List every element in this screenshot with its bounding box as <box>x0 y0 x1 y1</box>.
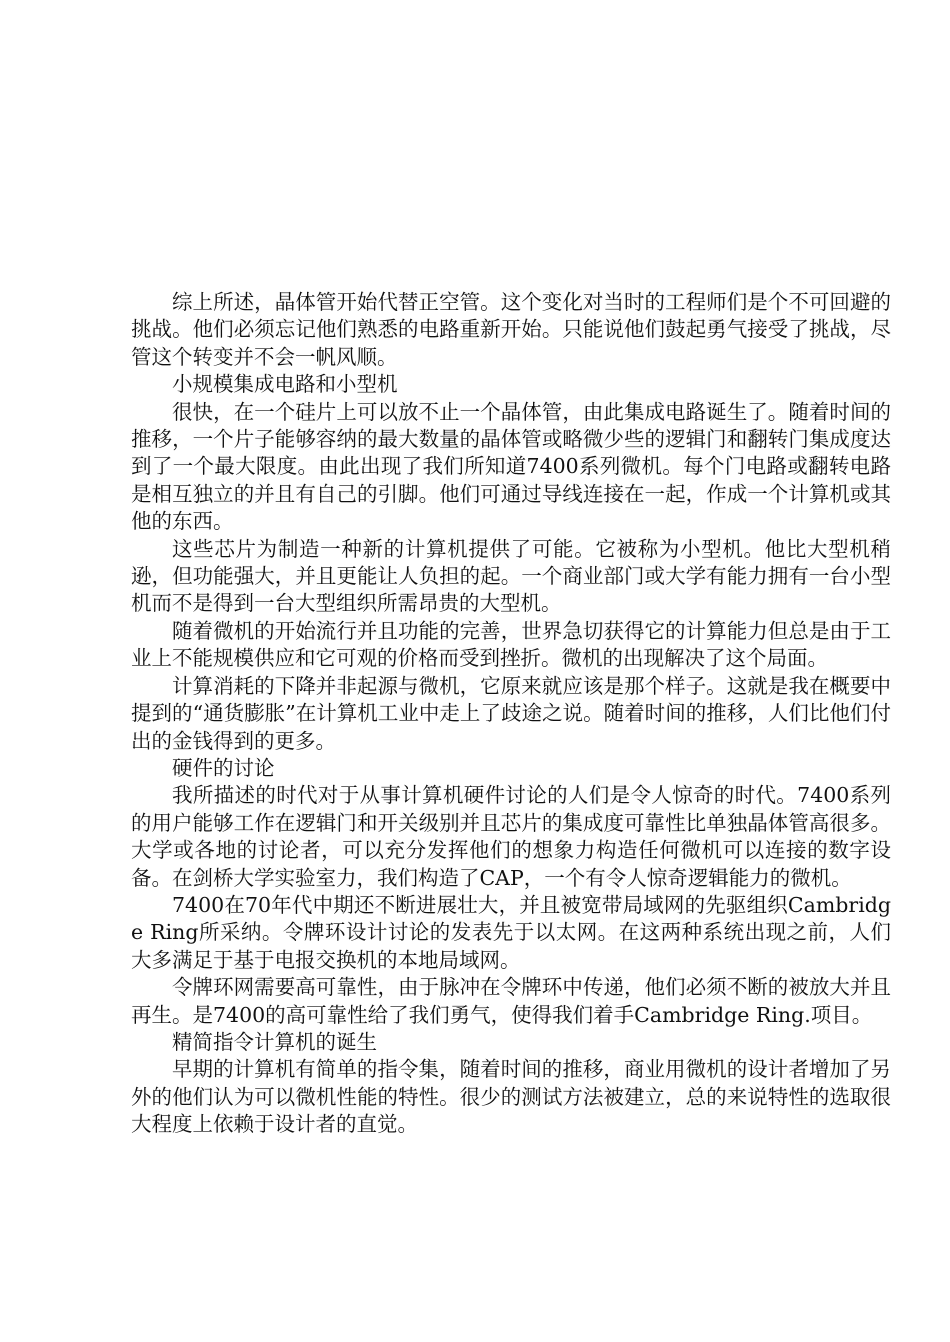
section-heading-risc-birth: 精简指令计算机的诞生 <box>172 1029 377 1054</box>
paragraph-integrated-circuits: 很快，在一个硅片上可以放不止一个晶体管，由此集成电路诞生了。随着时间的推移，一个片子能够容纳的最大数量的晶体管或略微少些的逻辑门和翻转门集成度达到了一个最大限度。由此出现了我们所知道7400系列微机。每个门电路或翻转电路是相互独立的并且有自己的引脚。他们可通过导线连接在一起，作成一个计算机或其他的东西。 <box>131 399 891 534</box>
section-heading-ssi-minicomputers: 小规模集成电路和小型机 <box>172 372 398 397</box>
paragraph-early-instruction-sets: 早期的计算机有简单的指令集，随着时间的推移，商业用微机的设计者增加了另外的他们认为可以微机性能的特性。很少的测试方法被建立，总的来说特性的选取很大程度上依赖于设计者的直觉。 <box>131 1057 891 1137</box>
document-body <box>131 289 891 1139</box>
paragraph-computing-demand: 随着微机的开始流行并且功能的完善，世界急切获得它的计算能力但总是由于工业上不能规模供应和它可观的价格而受到挫折。微机的出现解决了这个局面。 <box>131 618 891 671</box>
paragraph-transistor-summary: 综上所述，晶体管开始代替正空管。这个变化对当时的工程师们是个不可回避的挑战。他们必须忘记他们熟悉的电路重新开始。只能说他们鼓起勇气接受了挑战，尽管这个转变并不会一帆风顺。 <box>131 290 891 369</box>
paragraph-token-ring-reliability: 令牌环网需要高可靠性，由于脉冲在令牌环中传递，他们必须不断的被放大并且再生。是7400的高可靠性给了我们勇气，使得我们着手Cambridge Ring.项目。 <box>131 975 891 1027</box>
paragraph-minicomputer: 这些芯片为制造一种新的计算机提供了可能。它被称为小型机。他比大型机稍逊，但功能强大，并且更能让人负担的起。一个商业部门或大学有能力拥有一台小型机而不是得到一台大型组织所需昂贵的大型机。 <box>131 536 891 616</box>
paragraph-7400-era: 我所描述的时代对于从事计算机硬件讨论的人们是令人惊奇的时代。7400系列的用户能够工作在逻辑门和开关级别并且芯片的集成度可靠性比单独晶体管高很多。大学或各地的讨论者，可以充分发挥他们的想象力构造任何微机可以连接的数字设备。在剑桥大学实验室力，我们构造了CAP，一个有令人惊奇逻辑能力的微机。 <box>131 783 891 890</box>
paragraph-computing-cost: 计算消耗的下降并非起源与微机，它原来就应该是那个样子。这就是我在概要中提到的“通货膨胀”在计算机工业中走上了歧途之说。随着时间的推移，人们比他们付出的金钱得到的更多。 <box>131 673 891 753</box>
section-heading-hardware-discussion: 硬件的讨论 <box>172 755 275 780</box>
paragraph-cambridge-ring: 7400在70年代中期还不断进展壮大，并且被宽带局域网的先驱组织Cambridge Ring所采纳。令牌环设计讨论的发表先于以太网。在这两种系统出现之前，人们大多满足于基于电报交换机的本地局域网。 <box>131 892 891 972</box>
